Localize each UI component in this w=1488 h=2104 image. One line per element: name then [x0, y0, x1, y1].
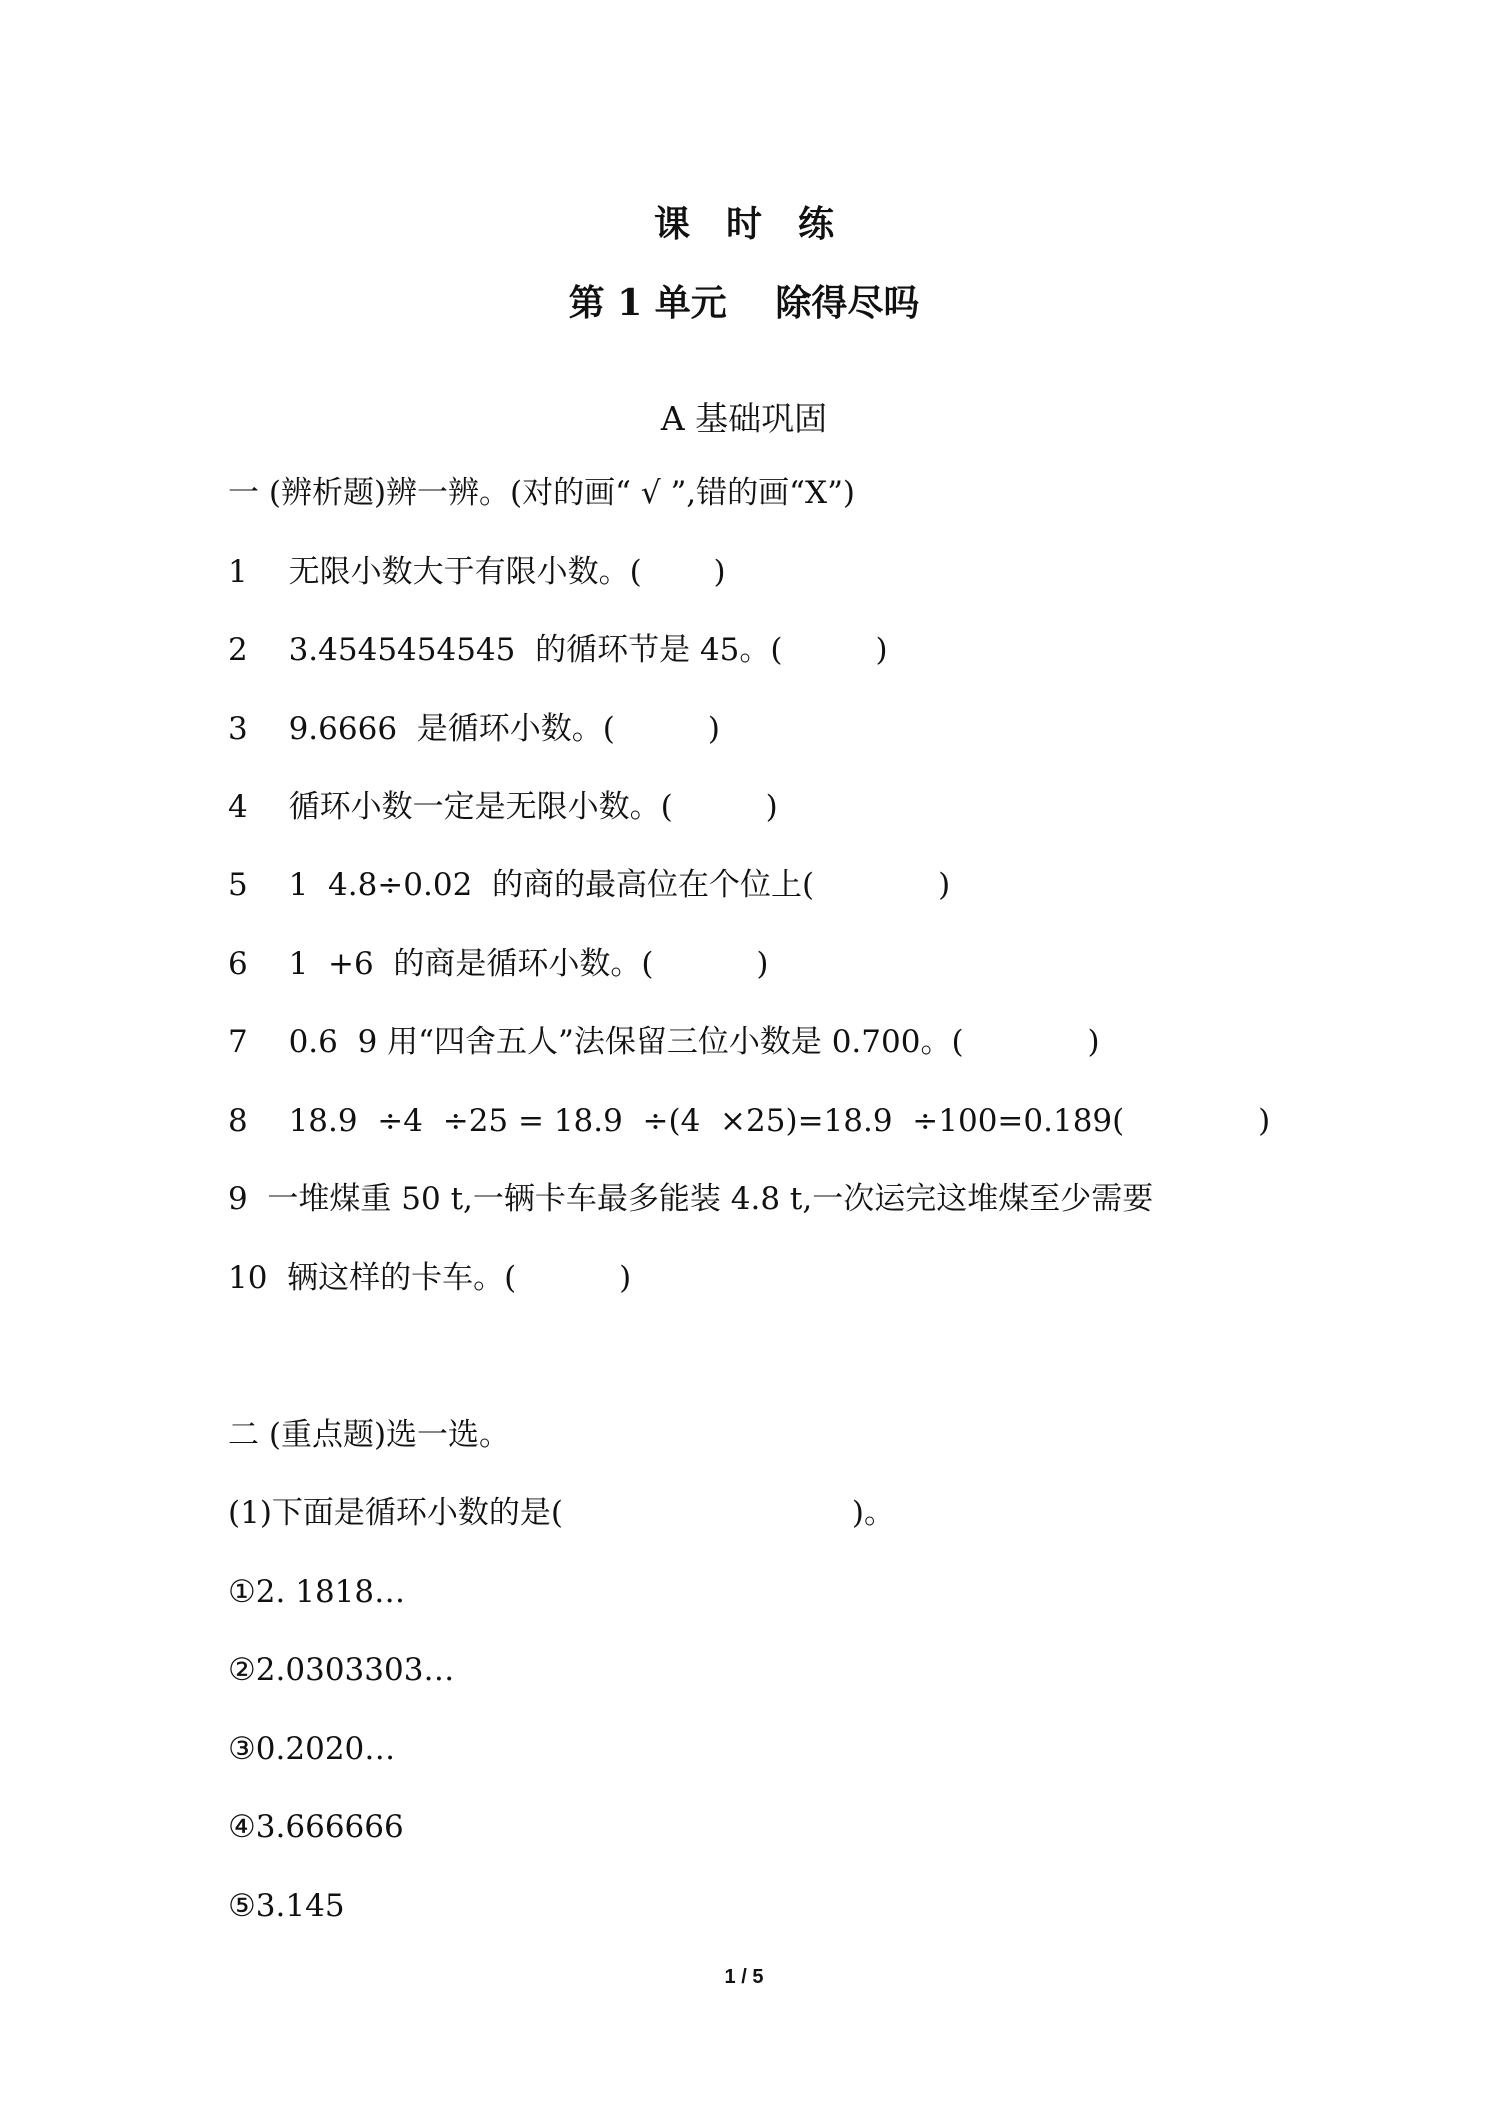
question-item: 5 1 4.8÷0.02 的商的最高位在个位上( ): [228, 867, 951, 903]
question-item: 1 无限小数大于有限小数。( ): [228, 554, 726, 590]
unit-subtitle: 第 1 单元 除得尽吗: [568, 282, 920, 324]
question-item: 8 18.9 ÷4 ÷25 = 18.9 ÷(4 ×25)=18.9 ÷100=0.189( ): [228, 1103, 1271, 1139]
question-item: 9 一堆煤重 50 t,一辆卡车最多能装 4.8 t,一次运完这堆煤至少需要: [228, 1181, 1154, 1217]
page-title: 课 时 练: [653, 203, 834, 245]
part1-heading: 一 (辨析题)辨一辨。(对的画“ √ ”,错的画“X”): [228, 475, 856, 511]
choice-question: (1)下面是循环小数的是( )。: [228, 1495, 895, 1531]
choice-option: ⑤3.145: [228, 1888, 345, 1924]
question-item: 2 3.4545454545 的循环节是 45。( ): [228, 632, 888, 668]
choice-option: ④3.666666: [228, 1809, 404, 1845]
part2-heading: 二 (重点题)选一选。: [228, 1417, 511, 1453]
choice-option: ①2. 1818…: [228, 1574, 406, 1610]
section-a-heading: A 基础巩固: [660, 399, 828, 438]
question-item: 3 9.6666 是循环小数。( ): [228, 711, 720, 747]
choice-option: ②2.0303303…: [228, 1652, 455, 1688]
question-item: 4 循环小数一定是无限小数。( ): [228, 789, 778, 825]
question-item: 7 0.6 9 用“四舍五人”法保留三位小数是 0.700。( ): [228, 1024, 1100, 1060]
choice-option: ③0.2020…: [228, 1731, 396, 1767]
page-number: 1 / 5: [724, 1966, 764, 1988]
question-item: 6 1 +6 的商是循环小数。( ): [228, 946, 769, 982]
question-item: 10 辆这样的卡车。( ): [228, 1260, 632, 1296]
